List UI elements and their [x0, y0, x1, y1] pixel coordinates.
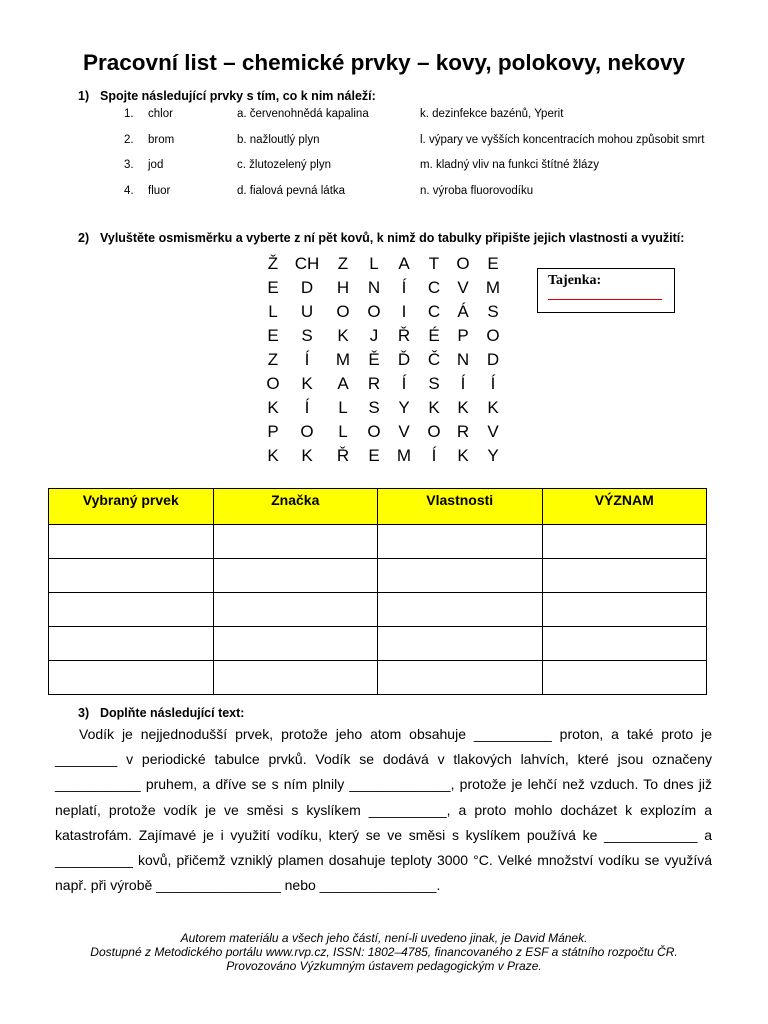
grid-letter[interactable]: N — [367, 278, 381, 297]
section1-number: 1) — [78, 89, 90, 103]
grid-letter[interactable]: H — [336, 278, 350, 297]
grid-letter[interactable]: M — [485, 278, 501, 297]
grid-letter[interactable]: Y — [487, 446, 499, 465]
grid-letter[interactable]: T — [428, 254, 440, 273]
grid-letter[interactable]: E — [267, 326, 279, 345]
section2-title: Vyluštěte osmisměrku a vyberte z ní pět kovů, k nimž do tabulky připište jejich vlastnosti a využití: — [100, 231, 685, 245]
table-cell[interactable] — [49, 559, 214, 593]
grid-letter[interactable]: Í — [401, 374, 407, 393]
grid-letter[interactable]: I — [401, 302, 407, 321]
grid-letter[interactable]: C — [427, 278, 441, 297]
table-cell[interactable] — [213, 627, 378, 661]
section2-number: 2) — [78, 231, 90, 245]
row-number: 1. — [124, 108, 134, 120]
metals-table — [48, 488, 707, 695]
section3-number: 3) — [78, 706, 90, 720]
table-row — [49, 559, 707, 593]
table-row — [49, 525, 707, 559]
grid-letter[interactable]: K — [337, 326, 349, 345]
grid-letter[interactable]: Z — [337, 254, 349, 273]
grid-letter[interactable]: Á — [457, 302, 469, 321]
grid-letter[interactable]: A — [398, 254, 410, 273]
footer — [0, 931, 768, 973]
grid-letter[interactable]: S — [368, 398, 380, 417]
grid-letter[interactable]: S — [487, 302, 499, 321]
grid-letter[interactable]: V — [398, 422, 410, 441]
grid-letter[interactable]: Y — [398, 398, 410, 417]
grid-letter[interactable]: O — [266, 374, 280, 393]
row-number: 3. — [124, 159, 134, 171]
grid-letter[interactable]: K — [457, 398, 469, 417]
use-option: k. dezinfekce bazénů, Yperit — [420, 108, 564, 120]
grid-letter[interactable]: K — [301, 446, 313, 465]
property-option: d. fialová pevná látka — [237, 184, 346, 197]
column-header-properties: Vlastnosti — [378, 489, 543, 525]
grid-letter[interactable]: Ž — [267, 254, 279, 273]
grid-letter[interactable]: Ě — [368, 350, 380, 369]
grid-letter[interactable]: K — [457, 446, 469, 465]
column-header-element: Vybraný prvek — [49, 489, 214, 525]
grid-letter[interactable]: C — [427, 302, 441, 321]
column-header-symbol: Značka — [213, 489, 378, 525]
grid-letter[interactable]: Ď — [397, 350, 411, 369]
use-option: m. kladný vliv na funkci štítné žlázy — [420, 159, 599, 171]
grid-letter[interactable]: E — [487, 254, 499, 273]
footer-operator: Provozováno Výzkumným ústavem pedagogickým v Praze. — [226, 959, 542, 973]
grid-letter[interactable]: O — [486, 326, 500, 345]
grid-letter[interactable]: CH — [294, 254, 320, 273]
grid-letter[interactable]: O — [336, 302, 350, 321]
column-header-significance: VÝZNAM — [542, 489, 707, 525]
table-cell[interactable] — [213, 661, 378, 695]
grid-letter[interactable]: L — [338, 398, 348, 417]
table-row — [49, 627, 707, 661]
grid-letter[interactable]: D — [486, 350, 500, 369]
grid-letter[interactable]: L — [268, 302, 278, 321]
table-cell[interactable] — [378, 661, 543, 695]
footer-author: Autorem materiálu a všech jeho částí, není-li uvedeno jinak, je David Mánek. — [180, 931, 588, 945]
use-option: l. výpary ve vyšších koncentracích mohou způsobit smrt — [420, 133, 705, 146]
element-name: jod — [148, 159, 164, 171]
grid-letter[interactable]: N — [456, 350, 470, 369]
element-name: chlor — [148, 108, 173, 120]
grid-letter[interactable]: K — [267, 398, 279, 417]
row-number: 2. — [124, 133, 134, 146]
table-cell[interactable] — [542, 525, 707, 559]
table-cell[interactable] — [542, 661, 707, 695]
table-cell[interactable] — [378, 525, 543, 559]
grid-letter[interactable]: Í — [460, 374, 466, 393]
grid-letter[interactable]: P — [457, 326, 469, 345]
grid-letter[interactable]: S — [301, 326, 313, 345]
grid-letter[interactable]: Í — [304, 350, 310, 369]
table-cell[interactable] — [49, 593, 214, 627]
grid-letter[interactable]: V — [457, 278, 469, 297]
grid-letter[interactable]: O — [456, 254, 470, 273]
grid-letter[interactable]: Z — [267, 350, 279, 369]
table-row — [49, 593, 707, 627]
table-cell[interactable] — [213, 593, 378, 627]
grid-letter[interactable]: K — [428, 398, 440, 417]
grid-letter[interactable]: M — [335, 350, 351, 369]
section2-heading — [78, 231, 684, 245]
row-number: 4. — [124, 184, 134, 197]
section3-title: Doplňte následující text: — [100, 706, 245, 720]
grid-letter[interactable]: D — [300, 278, 314, 297]
grid-letter[interactable]: E — [267, 278, 279, 297]
element-name: fluor — [148, 184, 171, 197]
table-cell[interactable] — [542, 627, 707, 661]
grid-letter[interactable]: V — [487, 422, 499, 441]
grid-letter[interactable]: Í — [401, 278, 407, 297]
table-row — [49, 661, 707, 695]
grid-letter[interactable]: K — [301, 374, 313, 393]
property-option: b. nažloutlý plyn — [237, 133, 320, 146]
table-cell[interactable] — [213, 525, 378, 559]
table-header-row — [49, 489, 707, 525]
grid-letter[interactable]: O — [427, 422, 441, 441]
table-cell[interactable] — [542, 559, 707, 593]
element-name: brom — [148, 133, 175, 146]
grid-letter[interactable]: Í — [304, 398, 310, 417]
page-title: Pracovní list – chemické prvky – kovy, polokovy, nekovy — [83, 50, 685, 75]
table-cell[interactable] — [378, 593, 543, 627]
grid-letter[interactable]: R — [456, 422, 470, 441]
tajenka-answer-line[interactable] — [548, 299, 662, 300]
table-cell[interactable] — [49, 627, 214, 661]
grid-letter[interactable]: K — [267, 446, 279, 465]
grid-letter[interactable]: P — [267, 422, 279, 441]
grid-letter[interactable]: M — [396, 446, 412, 465]
grid-letter[interactable]: K — [487, 398, 499, 417]
grid-letter[interactable]: Ř — [397, 326, 411, 345]
table-cell[interactable] — [542, 593, 707, 627]
grid-letter[interactable]: Í — [490, 374, 496, 393]
tajenka-label: Tajenka: — [548, 273, 602, 288]
grid-letter[interactable]: R — [367, 374, 381, 393]
grid-letter[interactable]: Ř — [336, 446, 350, 465]
grid-letter[interactable]: E — [368, 446, 380, 465]
section3-heading — [78, 706, 244, 720]
section1-heading — [78, 89, 376, 103]
grid-letter[interactable]: A — [337, 374, 349, 393]
section1-title: Spojte následující prvky s tím, co k nim náleží: — [100, 89, 376, 103]
use-option: n. výroba fluorovodíku — [420, 184, 534, 197]
tajenka-box — [537, 268, 675, 313]
grid-letter[interactable]: L — [369, 254, 379, 273]
grid-letter[interactable]: O — [300, 422, 314, 441]
fill-in-paragraph: Vodík je nejjednodušší prvek, protože jeho atom obsahuje __________ proton, a také proto je ________ v periodické tabulce prvků. Vodík se dodává v tlakových lahvích, které jsou označeny ___________ pruhem, a dříve se s ním plnily _____________, protože je lehčí než vzduch. To dnes již neplatí, protože vodík je ve směsi s kyslíkem __________, a proto mohlo docházet k explozím a katastrofám. Zajímavé je i využití vodíku, který se ve směsi s kyslíkem používá ke ____________ a __________ kovů, přičemž vzniklý plamen dosahuje teploty 3000 °C. Velké množství vodíku se využívá např. při výrobě ________________ nebo _______________. — [55, 726, 712, 894]
grid-letter[interactable]: Í — [431, 446, 437, 465]
footer-source: Dostupné z Metodického portálu www.rvp.cz, ISSN: 1802–4785, financovaného z ESF a státního rozpočtu ČR. — [90, 945, 678, 959]
grid-letter[interactable]: L — [338, 422, 348, 441]
property-option: a. červenohnědá kapalina — [237, 108, 369, 120]
grid-letter[interactable]: É — [428, 326, 440, 345]
grid-letter[interactable]: O — [367, 302, 381, 321]
grid-letter[interactable]: Č — [427, 350, 441, 369]
table-cell[interactable] — [49, 525, 214, 559]
grid-letter[interactable]: J — [369, 326, 379, 345]
table-cell[interactable] — [378, 559, 543, 593]
grid-letter[interactable]: U — [300, 302, 314, 321]
table-cell[interactable] — [49, 661, 214, 695]
property-option: c. žlutozelený plyn — [237, 159, 331, 171]
grid-letter[interactable]: S — [428, 374, 440, 393]
table-cell[interactable] — [213, 559, 378, 593]
grid-letter[interactable]: O — [367, 422, 381, 441]
table-cell[interactable] — [378, 627, 543, 661]
